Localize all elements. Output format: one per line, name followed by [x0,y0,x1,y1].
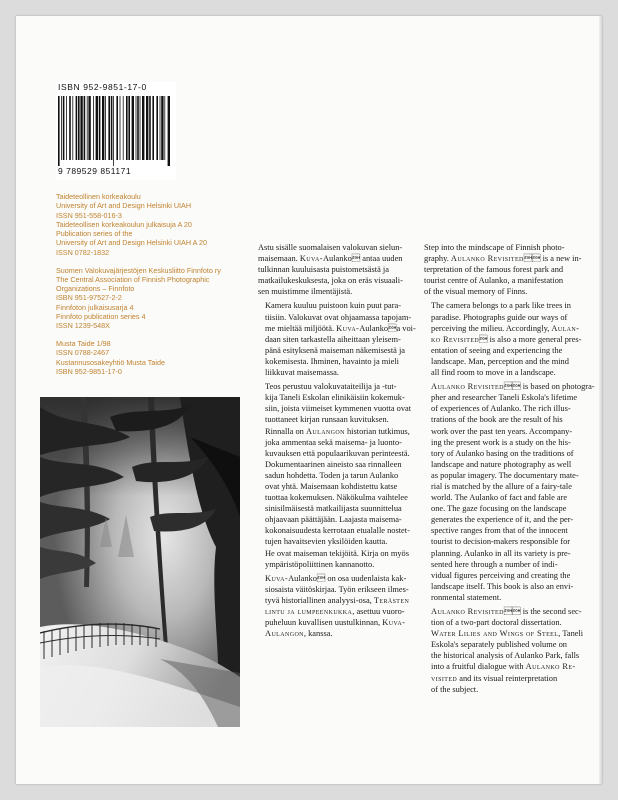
publisher-line: Finnfoto publication series 4 [56,312,146,322]
finnish-paragraph-1 [258,242,421,297]
text-line: Aulanko Revisited is the second sec- [431,607,582,616]
text-line: vidual figures perceiving and creating the [431,570,571,580]
text-line: puheluun kuvallisen uustulkinnan, Kuva- [265,618,406,628]
text-line: rial is matched by the allure of a fairy-tale [431,481,572,491]
english-paragraph-2 [424,300,592,378]
text-line: the historical analysis of Aulanko Park, falls [431,651,580,661]
text-line: daan siten tarkastella aiheittaan yleisem- [265,334,401,344]
text-line: The camera belongs to a park like trees in [431,301,571,311]
text-line: visited and its visual reinterpretation [431,673,558,683]
text-line: sented here through a number of indi- [431,559,558,569]
text-line: pänä esityksenä maiseman näkemisestä ja [265,345,405,355]
publisher-line: Organizations – Finnfoto [56,284,135,294]
publisher-line: Musta Taide 1/98 [56,339,111,349]
publisher-line: ISBN 952-9851-17-0 [56,367,122,377]
publisher-line: Suomen Valokuvajärjestöjen Keskusliitto Finnfoto ry [56,265,221,275]
text-line: ronmental statement. [431,592,502,602]
text-line: Aulangon, kanssa. [265,629,333,639]
text-line: of experiences of Aulanko. The rich illus- [431,404,571,414]
publisher-information [56,192,256,385]
publisher-line: University of Art and Design Helsinki UIAH [56,201,192,211]
text-line: tyvä historiallinen analyysi-osa, Terästen [265,595,410,605]
text-line: one. The gaze focusing on the landscape [431,504,567,514]
text-line: spective ranges from that of the innocent [431,526,568,536]
text-line: pher and researcher Taneli Eskola's lifetime [431,393,578,403]
text-line: tulkinnan kuuluisasta puistometsästä ja [258,265,389,275]
text-line: paradise. Photographs guide our ways of [431,312,568,322]
text-line: Teos perustuu valokuvataiteilija ja -tut- [265,382,397,392]
publisher-line: ISSN 951-558-016-3 [56,210,122,220]
text-line: work over the past ten years. Accompany- [431,426,573,436]
text-line: graphy. Aulanko Revisited is a new in- [424,254,582,264]
forest-photograph [40,397,240,727]
text-line: ko Revisited is also a more general pres- [431,334,582,344]
text-line: ovat yhtä. Maisemaan kohdistettu katse [265,481,398,491]
english-paragraph-4 [424,606,592,695]
publisher-block [56,266,256,331]
text-line: maisemaan. Kuva-Aulanko antaa uuden [258,254,403,264]
finnish-text-column [258,242,421,642]
text-line: landscape and nature photography as well [431,459,572,469]
text-line: world. The Aulanko of fact and fable are [431,493,568,503]
text-line: into a fruitful dialogue with Aulanko Re- [431,662,576,672]
text-line: siin, joista viimeiset kymmenen vuotta ovat [265,404,412,414]
text-line: tourist to decision-makers responsible for [431,537,571,547]
finnish-paragraph-4 [258,573,421,640]
text-line: He ovat maiseman tekijöitä. Kirja on myös [265,548,409,558]
publisher-line: Kustannusosakeyhtiö Musta Taide [56,357,165,367]
text-line: landscape. Man, perception and the mind [431,356,569,366]
isbn-label: ISBN 952-9851-17-0 [58,82,147,92]
publisher-line: ISSN 0782-1832 [56,247,110,257]
text-line: siosaista väitöskirjaa. Työn erikseen ilmes- [265,584,409,594]
text-line: Kuva-Aulanko on osa uudenlaista kak- [265,573,407,583]
isbn-barcode [56,82,176,180]
text-line: terpretation of the famous forest park and [424,265,564,275]
publisher-line: ISSN 0788-2467 [56,348,110,358]
text-line: kokonaisuudesta kerrotaan etualalle nostet- [265,526,410,536]
text-line: entation of seeing and experiencing the [431,345,563,355]
text-line: generates the experience of it, and the per- [431,515,574,525]
publisher-line: Taideteollinen korkeakoulu [56,192,141,201]
text-line: sinisilmäisestä matkailijasta suunnittelua [265,504,402,514]
text-line: kokemisesta. Ihminen, havainto ja mieli [265,356,399,366]
text-line: trations of the book are the result of his [431,415,563,425]
forest-photo-image [40,397,240,727]
text-line: Aulanko Revisited is based on photogra- [431,382,595,392]
text-line: Water Lilies and Wings of Steel, Taneli [431,629,584,639]
text-line: all find room to move in a landscape. [431,368,556,378]
text-line: sen muistimme ilmentäjistä. [258,287,353,297]
text-line: of the subject. [431,684,479,694]
text-line: me mieltää miljöötä. Kuva-Aulankoa voi- [265,323,416,333]
text-line: perceiving the milieu. Accordingly, Aulan- [431,323,580,333]
text-line: of the visual memory of Finns. [424,287,528,297]
text-line: tiisiin. Valokuvat ovat ohjaamassa tapojam- [265,312,412,322]
text-line: landscape itself. This book is also an envi- [431,581,574,591]
text-line: kuvauksen että populaarikuvan perinteestä. [265,448,410,458]
text-line: lintu ja lumpeenkukka, asettuu vuoro- [265,607,405,616]
text-line: Eskola's separately published volume on [431,640,567,650]
text-line: Astu sisälle suomalaisen valokuvan sielun- [258,243,403,252]
text-line: Dokumentaarinen aineisto saa rinnalleen [265,459,402,469]
publisher-line: Publication series of the [56,229,133,239]
text-line: tory of Aulanko basing on the traditions of [431,448,574,458]
text-line: sadun hohdetta. Toden ja tarun Aulanko [265,470,399,480]
text-line: ohjaavaan päättäjään. Laajasta maisema- [265,515,402,525]
text-line: planning. Aulanko in all its variety is pre- [431,548,571,558]
text-line: tuottaneet kirjan runsaan kuvituksen. [265,415,389,425]
publisher-line: ISSN 1239-548X [56,321,110,331]
text-line: matkailukeskuksesta, joka on eräs visuaali- [258,276,403,286]
publisher-line: Taideteollisen korkeakoulun julkaisuja A 20 [56,219,192,229]
english-paragraph-3 [424,381,595,603]
barcode-bars [56,96,174,166]
text-line: tuottaa kokemuksen. Näkökulma vaihtelee [265,493,408,503]
publisher-line: Finnfoton julkaisusarja 4 [56,302,134,312]
book-back-cover [16,16,602,784]
english-text-column [424,242,595,698]
text-line: Step into the mindscape of Finnish photo- [424,243,565,252]
publisher-line: ISBN 951-97527-2-2 [56,293,122,303]
english-paragraph-1 [424,242,592,297]
text-line: Kamera kuuluu puistoon kuin puut para- [265,301,402,311]
text-line: tourist centre of Aulanko, a manifestation [424,276,564,286]
text-line: joka ammentaa sekä maisema- ja luonto- [265,437,402,447]
publisher-line: University of Art and Design Helsinki UIAH A 20 [56,238,208,248]
text-line: tion of a two-part doctoral dissertation. [431,618,562,628]
finnish-paragraph-3 [258,381,421,570]
text-line: ing the present work is a study on the his- [431,437,571,447]
barcode-digits: 9 789529 851171 [58,166,132,176]
text-line: liikkuvat maisemassa. [265,368,339,378]
cover-edge [599,16,602,784]
publisher-line: The Central Association of Finnish Photographic [56,274,210,284]
text-line: tujen havaitsevien yksilöiden kautta. [265,537,388,547]
publisher-block [56,192,256,257]
text-line: as popular imagery. The documentary mate- [431,470,579,480]
text-line: Rinnalla on Aulangon historian tutkimus, [265,426,410,436]
finnish-paragraph-2 [258,300,421,378]
text-line: kija Taneli Eskolan elinikäisiin kokemuk- [265,393,405,403]
text-line: ympäristöpoliittinen kannanotto. [265,559,375,569]
publisher-block [56,339,256,376]
